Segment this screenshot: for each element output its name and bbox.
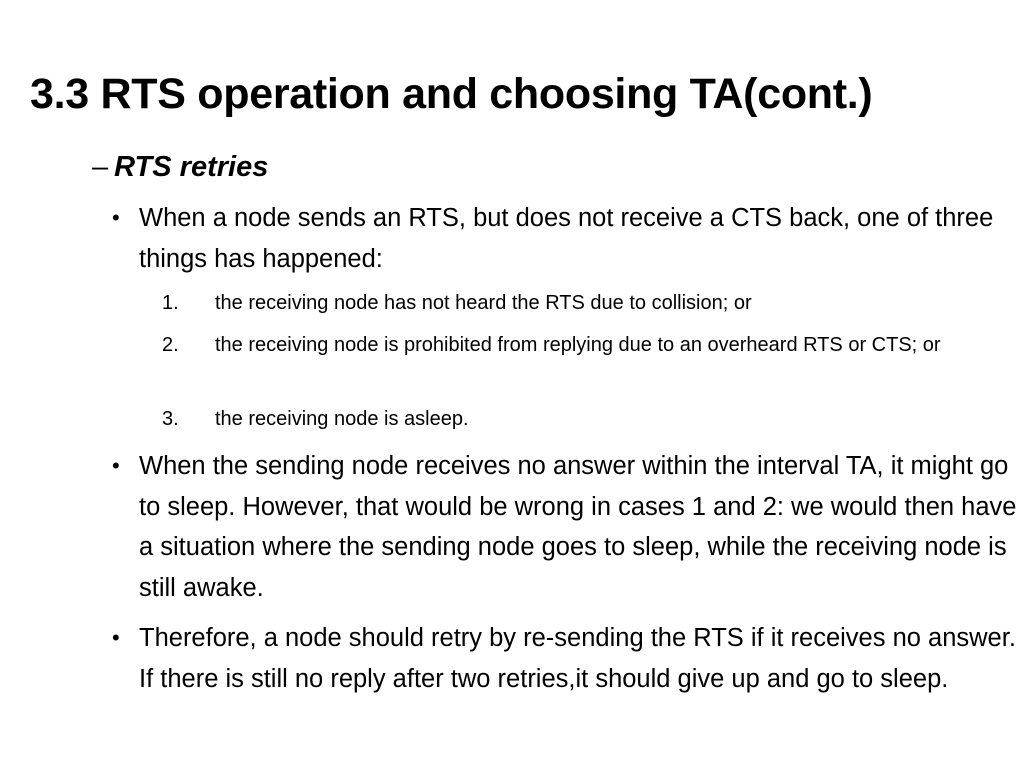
slide-title: 3.3 RTS operation and choosing TA(cont.) [30, 70, 873, 118]
item-number: 2. [162, 334, 179, 356]
numbered-item [162, 403, 1007, 436]
item-text: the receiving node has not heard the RTS due to collision; or [215, 292, 752, 314]
bullet-item [112, 618, 1017, 699]
bullet-item [112, 198, 1017, 279]
item-number: 3. [162, 408, 179, 430]
bullet-item [112, 446, 1017, 608]
numbered-item [162, 287, 1007, 320]
item-text: the receiving node is prohibited from replying due to an overheard RTS or CTS; or [215, 334, 941, 356]
dash-marker: – [92, 151, 109, 183]
item-number: 1. [162, 292, 179, 314]
bullet-text: When a node sends an RTS, but does not receive a CTS back, one of three things has happened: [139, 204, 994, 273]
bullet-icon: • [112, 205, 120, 230]
sub-heading-text: RTS retries [114, 151, 269, 183]
item-text: the receiving node is asleep. [215, 408, 469, 430]
bullet-icon: • [112, 625, 120, 650]
bullet-text: When the sending node receives no answer within the interval TA, it might go to sleep. However, that would be wrong in cases 1 and 2: we would then have a situation where the sending node goes to sleep, while the receiving node is still awake. [139, 452, 1017, 602]
numbered-item [162, 329, 1007, 362]
bullet-icon: • [112, 453, 120, 478]
sub-heading [92, 148, 268, 186]
bullet-text: Therefore, a node should retry by re-sending the RTS if it receives no answer. If there is still no reply after two retries,it should give up and go to sleep. [139, 624, 1016, 693]
